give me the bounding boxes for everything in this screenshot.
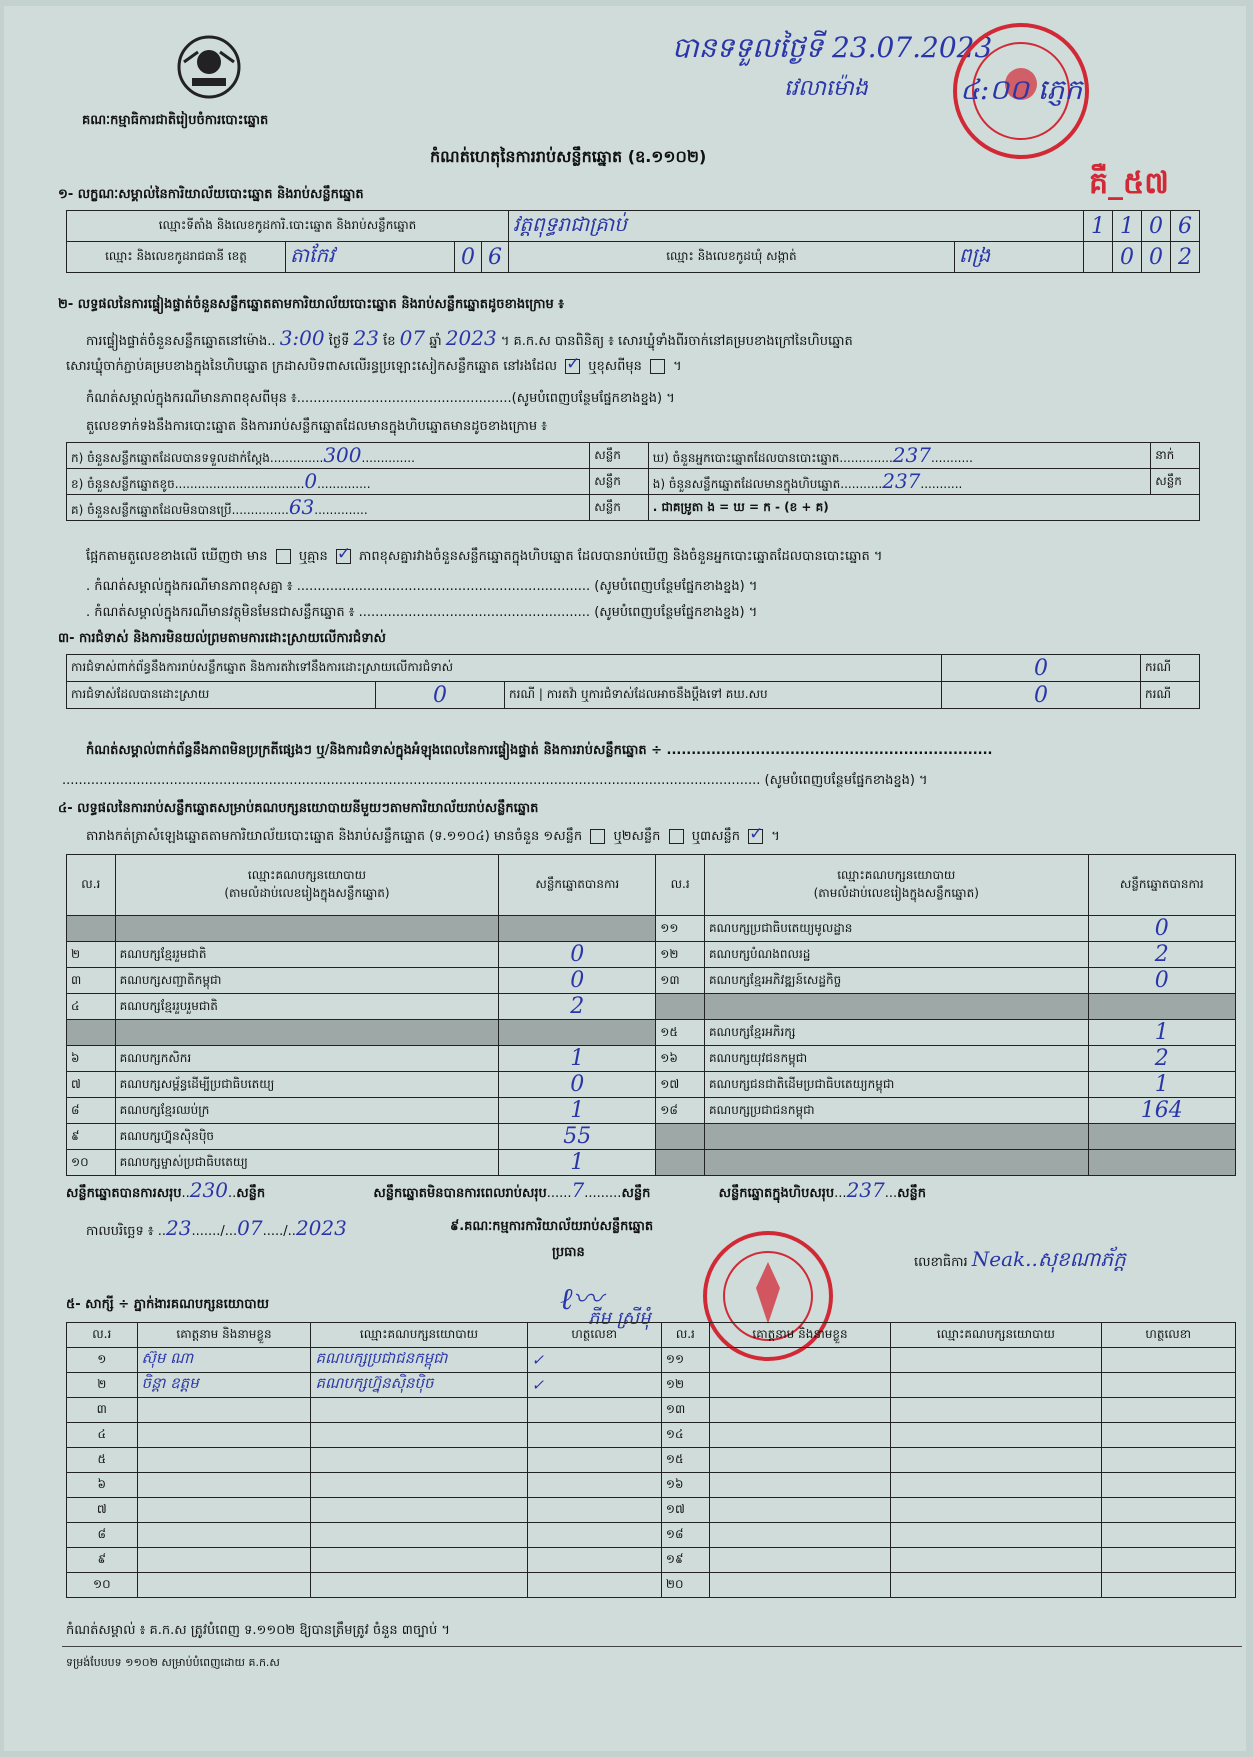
- witness-row: [67, 1523, 1236, 1548]
- row-d-label: ឃ) ចំនួនអ្នកបោះឆ្នោតដែលបានបោះឆ្នោត..............: [652, 451, 893, 465]
- col-party-label: ឈ្មោះគណបក្សនយោបាយ: [837, 868, 956, 882]
- resolved-label: ការជំទាស់ដែលបានដោះស្រាយ: [67, 682, 376, 709]
- mark-code: គឺ_៥៧: [1089, 166, 1169, 201]
- witness-no: ៦: [67, 1473, 138, 1498]
- nec-emblem-icon: [174, 32, 244, 102]
- col-sign: ហត្ថលេខា: [1101, 1323, 1235, 1348]
- results-row: [67, 1124, 1236, 1150]
- witness-party: [311, 1573, 527, 1598]
- verification-line: [86, 326, 1226, 352]
- witness-party: [311, 1548, 527, 1573]
- witness-name: [709, 1498, 890, 1523]
- row-b-value: 0: [304, 469, 318, 493]
- appeal-label: ការតវ៉ា ឬការជំទាស់ដែលអាចនឹងប្ដឹងទៅ គឃ.សប: [546, 687, 768, 701]
- witness-name: [709, 1398, 890, 1423]
- col-sign: ហត្ថលេខា: [527, 1323, 661, 1348]
- party-votes: 0: [499, 968, 656, 994]
- witness-no: ១៧: [661, 1498, 709, 1523]
- witness-signature: [1101, 1448, 1235, 1473]
- witness-name: [137, 1473, 311, 1498]
- witness-name: [137, 1398, 311, 1423]
- witness-party: [311, 1473, 527, 1498]
- station-code-digit: 6: [1171, 211, 1200, 242]
- commune-code-digit: 0: [1113, 242, 1142, 273]
- row-b-unit: សន្លឹក: [590, 469, 649, 495]
- results-row: [67, 1150, 1236, 1176]
- section4-title: ៤- លទ្ធផលនៃការរាប់សន្លឹកឆ្នោតសម្រាប់គណបក្សនយោបាយនីមួយៗតាមការិយាល័យរាប់សន្លឹកឆ្នោត: [58, 801, 539, 816]
- witness-signature: [1101, 1423, 1235, 1448]
- commune-code-digit: 2: [1171, 242, 1200, 273]
- appeal-unit: ករណី: [1141, 682, 1200, 709]
- col-party-sub: (តាមលំដាប់លេខរៀងក្នុងសន្លឹកឆ្នោត): [224, 886, 390, 900]
- party-votes: [499, 916, 656, 942]
- witness-row: [67, 1373, 1236, 1398]
- row-no: ៤: [67, 994, 116, 1020]
- witness-row: [67, 1348, 1236, 1373]
- witness-party: [891, 1348, 1101, 1373]
- two-sheets-checkbox[interactable]: [669, 829, 684, 844]
- party-name: គណបក្សខ្មែររួបរួមជាតិ: [115, 994, 499, 1020]
- row-no: ១១: [656, 916, 705, 942]
- witness-signature: [1101, 1523, 1235, 1548]
- row-no: ១២: [656, 942, 705, 968]
- col-party: ឈ្មោះគណបក្សនយោបាយ: [891, 1323, 1101, 1348]
- witness-no: ២០: [661, 1573, 709, 1598]
- row-c-unit: សន្លឹក: [590, 495, 649, 521]
- total-valid-value: 230: [189, 1178, 228, 1202]
- party-name: [704, 1124, 1088, 1150]
- party-votes: 0: [1088, 968, 1235, 994]
- seal-line: សោរឃ្នុំចាក់ភ្ជាប់គម្របខាងក្នុងនៃហិបឆ្នោត ក្រដាសបិទពាសលើរន្ធប្រឡោះសៀកសន្លឹកឆ្នោត នៅរងដែល ✓ ឬខុសពីមុន ។: [66, 358, 682, 377]
- section1-table: [66, 210, 1200, 273]
- witness-no: ៥: [67, 1448, 138, 1473]
- row-no: ៦: [67, 1046, 116, 1072]
- witness-party: [891, 1498, 1101, 1523]
- time-label: ការផ្ទៀងផ្ទាត់ចំនួនសន្លឹកឆ្នោតនៅម៉ោង..: [86, 334, 276, 349]
- total-invalid-label: សន្លឹកឆ្នោតមិនបានការពេលរាប់សរុប: [373, 1186, 547, 1201]
- witness-signature: [1101, 1473, 1235, 1498]
- witness-no: ៣: [67, 1398, 138, 1423]
- form-title: កំណត់ហេតុនៃការរាប់សន្លឹកឆ្នោត (ឧ.១១០២): [430, 147, 707, 166]
- witness-signature: [527, 1548, 661, 1573]
- row-no: [656, 1150, 705, 1176]
- year-value: 2023: [445, 326, 497, 350]
- province-code-digit: 0: [455, 242, 482, 273]
- witness-row: [67, 1398, 1236, 1423]
- witness-party: [311, 1448, 527, 1473]
- row-e-label: ង) ចំនួនសន្លឹកឆ្នោតដែលមានក្នុងហិបឆ្នោត...........: [652, 477, 883, 491]
- witness-name: [709, 1423, 890, 1448]
- witness-name: [709, 1473, 890, 1498]
- row-no: ៨: [67, 1098, 116, 1124]
- witness-signature: ✓: [527, 1348, 661, 1373]
- party-name: គណបក្សកសិករ: [115, 1046, 499, 1072]
- witness-name: [137, 1423, 311, 1448]
- station-value: វត្តពុទ្ធរាជាគ្រាប់: [509, 211, 1084, 242]
- witness-name: [137, 1573, 311, 1598]
- witness-name: [137, 1548, 311, 1573]
- received-note: បានទទួលថ្ងៃទី 23.07.2023: [672, 31, 993, 64]
- party-votes: [1088, 994, 1235, 1020]
- witness-party: [311, 1523, 527, 1548]
- formula: . ជាគម្រូតា ង = ឃ = ក - (ខ + គ): [648, 495, 1199, 521]
- row-a-unit: សន្លឹក: [590, 443, 649, 469]
- one-sheet-checkbox[interactable]: [590, 829, 605, 844]
- irregularity-note: កំណត់សម្គាល់ពាក់ព័ន្ធនឹងភាពមិនប្រក្រតីផ្សេងៗ ឬ/និងការជំទាស់ក្នុងអំឡុងពេលនៃការផ្ទៀងផ្ទាត់ និងការរាប់សន្លឹកឆ្នោត ÷ ..................................................................: [86, 743, 993, 758]
- witness-party: [891, 1573, 1101, 1598]
- witness-signature: [1101, 1573, 1235, 1598]
- date-year: 2023: [295, 1216, 347, 1240]
- total-all-value: 237: [846, 1178, 885, 1202]
- figures-table: ក) ចំនួនសន្លឹកឆ្នោតដែលបានទទួលដាក់ស្ដែង..............300.............. សន្លឹក ឃ) ចំនួនអ្នកបោះឆ្នោតដែលបានបោះឆ្នោត..............237........... នាក់ ខ) ចំនួនសន្លឹកឆ្នោតខូច..................................0.............. សន្លឹក ង) ចំនួនសន្លឹកឆ្នោតដែលមានក្នុងហិបឆ្នោត...........237........... សន្លឹក គ) ចំនួនសន្លឹកឆ្នោតដែលមិនបានប្រើ...............63.............. សន្លឹក . ជាគម្រូតា ង = ឃ = ក - (ខ + គ): [66, 442, 1200, 521]
- witness-party: [891, 1373, 1101, 1398]
- witness-party: គណបក្សប្រជាជនកម្ពុជា: [311, 1348, 527, 1373]
- witness-no: ១៣: [661, 1398, 709, 1423]
- footer-form: ទម្រង់បែបបទ ១១០២ សម្រាប់បំពេញដោយ គ.ក.ស: [66, 1656, 280, 1669]
- witness-name: [709, 1573, 890, 1598]
- party-name: [704, 994, 1088, 1020]
- witness-signature: [527, 1398, 661, 1423]
- witness-party: [311, 1423, 527, 1448]
- party-votes: 1: [499, 1150, 656, 1176]
- witness-name: [137, 1523, 311, 1548]
- witness-signature: [1101, 1398, 1235, 1423]
- resolved-value: 0: [376, 682, 505, 709]
- row-no: ៩: [67, 1124, 116, 1150]
- witness-signature: [527, 1448, 661, 1473]
- results-row: [67, 1020, 1236, 1046]
- witness-name: [709, 1548, 890, 1573]
- row-c-value: 63: [288, 495, 315, 519]
- party-votes: 164: [1088, 1098, 1235, 1124]
- station-code-digit: 0: [1142, 211, 1171, 242]
- witness-no: ១២: [661, 1373, 709, 1398]
- party-name: គណបក្សបំណងពលរដ្ឋ: [704, 942, 1088, 968]
- chair-label: ប្រធាន: [552, 1245, 585, 1260]
- form-sheet: [4, 6, 1246, 1751]
- witness-no: ២: [67, 1373, 138, 1398]
- same-checkbox[interactable]: [565, 359, 580, 374]
- party-name: [704, 1150, 1088, 1176]
- witness-party: គណបក្សហ្វ៊ុនស៊ិនប៉ិច: [311, 1373, 527, 1398]
- witness-row: [67, 1473, 1236, 1498]
- witness-signature: [1101, 1348, 1235, 1373]
- row-e-value: 237: [882, 469, 921, 493]
- tally-sheet-line: តារាងកត់ត្រាសំឡេងឆ្នោតតាមការិយាល័យបោះឆ្នោត និងរាប់សន្លឹកឆ្នោត (ទ.១១០៤) មានចំនួន ១សន្លឹក ឬ២សន្លឹក ឬ៣សន្លឹក ✓ ។: [86, 828, 780, 847]
- witness-party: [311, 1498, 527, 1523]
- row-b-label: ខ) ចំនួនសន្លឹកឆ្នោតខូច..................................: [71, 477, 305, 491]
- witness-no: ១៩: [661, 1548, 709, 1573]
- different-checkbox[interactable]: [650, 359, 665, 374]
- witness-no: ១៤: [661, 1423, 709, 1448]
- received-time-label: វេលាម៉ោង: [784, 76, 868, 101]
- section1-title: ១- លក្ខណៈសម្គាល់នៃការិយាល័យបោះឆ្នោត និងរាប់សន្លឹកឆ្នោត: [58, 187, 364, 202]
- witness-name: [709, 1373, 890, 1398]
- totals-row: សន្លឹកឆ្នោតបានការសរុប..230..សន្លឹក សន្លឹកឆ្នោតមិនបានការពេលរាប់សរុប......7.........សន្លឹក សន្លឹកឆ្នោតក្នុងហិបសរុប...237...សន្លឹក: [66, 1178, 927, 1202]
- party-name: គណបក្សខ្មែរអភិរក្ស: [704, 1020, 1088, 1046]
- party-votes: 1: [499, 1046, 656, 1072]
- has-difference-checkbox[interactable]: [276, 549, 291, 564]
- witness-no: ១១: [661, 1348, 709, 1373]
- row-no: ៣: [67, 968, 116, 994]
- row-no: ១៧: [656, 1072, 705, 1098]
- appeal-value: 0: [942, 682, 1141, 709]
- secretary-label: លេខាធិការ: [914, 1255, 968, 1270]
- commune-code-digit: 0: [1142, 242, 1171, 273]
- commune-label: ឈ្មោះ និងលេខកូដឃុំ សង្កាត់: [509, 242, 955, 273]
- figures-intro: តួលេខទាក់ទងនឹងការបោះឆ្នោត និងការរាប់សន្លឹកឆ្នោតដែលមានក្នុងហិបឆ្នោតមានដូចខាងក្រោម ៖: [86, 419, 547, 434]
- month-label: ខែ: [383, 334, 396, 349]
- party-name: គណបក្សខ្មែរឈប់ក្រ: [115, 1098, 499, 1124]
- station-code-digit: 1: [1084, 211, 1113, 242]
- party-votes: 2: [1088, 1046, 1235, 1072]
- row-no: ៧: [67, 1072, 116, 1098]
- secretary-line: [914, 1246, 1126, 1276]
- party-name: [115, 916, 499, 942]
- difference-label: ផ្អែកតាមតួលេខខាងលើ ឃើញថា មាន: [86, 549, 268, 564]
- witness-signature: [527, 1523, 661, 1548]
- witness-no: ៧: [67, 1498, 138, 1523]
- witness-no: ១៥: [661, 1448, 709, 1473]
- witness-party: [891, 1473, 1101, 1498]
- row-c-label: គ) ចំនួនសន្លឹកឆ្នោតដែលមិនបានប្រើ...............: [71, 503, 289, 517]
- time-value: 3:00: [279, 326, 325, 350]
- witness-no: ៩: [67, 1548, 138, 1573]
- witness-signature: [527, 1473, 661, 1498]
- results-row: [67, 994, 1236, 1020]
- party-name: គណបក្សម្ចាស់ប្រជាធិបតេយ្យ: [115, 1150, 499, 1176]
- day-value: 23: [353, 326, 379, 350]
- witness-signature: [1101, 1373, 1235, 1398]
- party-votes: 2: [1088, 942, 1235, 968]
- party-votes: [1088, 1150, 1235, 1176]
- section2-title: ២- លទ្ធផលនៃការផ្ទៀងផ្ទាត់ចំនួនសន្លឹកឆ្នោតតាមការិយាល័យបោះឆ្នោត និងរាប់សន្លឹកឆ្នោតដូចខាងក្រោម ៖: [58, 297, 564, 312]
- difference-line: [86, 548, 882, 567]
- col-party-label: ឈ្មោះគណបក្សនយោបាយ: [247, 868, 367, 882]
- row-e-unit: សន្លឹក: [1151, 469, 1200, 495]
- row-d-unit: នាក់: [1151, 443, 1200, 469]
- tally-label: តារាងកត់ត្រាសំឡេងឆ្នោតតាមការិយាល័យបោះឆ្នោត និងរាប់សន្លឹកឆ្នោត (ទ.១១០៤) មានចំនួន ១សន្លឹក: [86, 829, 583, 844]
- witness-row: [67, 1448, 1236, 1473]
- row-no: [656, 994, 705, 1020]
- party-name: គណបក្សខ្មែរអភិវឌ្ឍន៍សេដ្ឋកិច្ច: [704, 968, 1088, 994]
- col-no: ល.រ: [661, 1323, 709, 1348]
- two-sheets-label: ឬ២សន្លឹក: [613, 829, 661, 844]
- witness-signature: [527, 1573, 661, 1598]
- col-party: [115, 855, 499, 916]
- party-name: គណបក្សសម្ព័ន្ធដើម្បីប្រជាធិបតេយ្យ: [115, 1072, 499, 1098]
- witness-name: [137, 1498, 311, 1523]
- party-name: គណបក្សប្រជាជនកម្ពុជា: [704, 1098, 1088, 1124]
- party-votes: 1: [1088, 1020, 1235, 1046]
- row-no: ១៨: [656, 1098, 705, 1124]
- party-votes: [499, 1020, 656, 1046]
- objection-value: 0: [942, 655, 1141, 682]
- objections-table: ការជំទាស់ពាក់ព័ន្ធនឹងការរាប់សន្លឹកឆ្នោត និងការតវ៉ាទៅនឹងការដោះស្រាយលើការជំទាស់ 0 ករណី ការជំទាស់ដែលបានដោះស្រាយ 0 ករណី | ការតវ៉ា ឬការជំទាស់ដែលអាចនឹងប្ដឹងទៅ គឃ.សប 0 ករណី: [66, 654, 1200, 709]
- col-party-sub: (តាមលំដាប់លេខរៀងក្នុងសន្លឹកឆ្នោត): [813, 886, 979, 900]
- party-votes: 55: [499, 1124, 656, 1150]
- col-no: ល.រ: [656, 855, 705, 916]
- resolved-unit: ករណី: [509, 687, 536, 701]
- row-no: [656, 1124, 705, 1150]
- witness-no: ៤: [67, 1423, 138, 1448]
- date-day: 23: [166, 1216, 192, 1240]
- witness-signature: [1101, 1498, 1235, 1523]
- total-invalid-value: 7: [571, 1178, 585, 1202]
- col-party: ឈ្មោះគណបក្សនយោបាយ: [311, 1323, 527, 1348]
- three-sheets-label: ឬ៣សន្លឹក: [691, 829, 740, 844]
- witness-party: [891, 1398, 1101, 1423]
- witness-no: ១៨: [661, 1523, 709, 1548]
- row-a-value: 300: [323, 443, 362, 467]
- party-name: គណបក្សយុវជនកម្ពុជា: [704, 1046, 1088, 1072]
- results-row: [67, 968, 1236, 994]
- witness-name: [709, 1523, 890, 1548]
- row-d-value: 237: [892, 443, 931, 467]
- station-code-digit: 1: [1113, 211, 1142, 242]
- section3-title: ៣- ការជំទាស់ និងការមិនយល់ព្រមតាមការដោះស្រាយលើការជំទាស់: [58, 631, 386, 646]
- chair-signature: ℓ〰: [560, 1282, 603, 1317]
- results-table: [66, 854, 1236, 1176]
- objection-unit: ករណី: [1141, 655, 1200, 682]
- witness-party: [311, 1398, 527, 1423]
- party-name: គណបក្សប្រជាធិបតេយ្យមូលដ្ឋាន: [704, 916, 1088, 942]
- day-label: ថ្ងៃទី: [328, 334, 350, 349]
- witness-party: [891, 1448, 1101, 1473]
- results-row: [67, 1072, 1236, 1098]
- results-row: [67, 942, 1236, 968]
- party-votes: [1088, 1124, 1235, 1150]
- party-name: [115, 1020, 499, 1046]
- row-no: ១៣: [656, 968, 705, 994]
- witness-name: [137, 1448, 311, 1473]
- signing-date: កាលបរិច្ឆេទ ៖ ..23......./...07...../..2023: [86, 1216, 347, 1240]
- total-all-label: សន្លឹកឆ្នោតក្នុងហិបសរុប: [718, 1186, 835, 1201]
- row-no: ១៥: [656, 1020, 705, 1046]
- row-no: [67, 1020, 116, 1046]
- no-difference-label: ឬគ្មាន: [298, 549, 328, 564]
- party-votes: 0: [499, 942, 656, 968]
- witness-signature: ✓: [527, 1373, 661, 1398]
- party-name: គណបក្សសញ្ជាតិកម្ពុជា: [115, 968, 499, 994]
- difference-text: ភាពខុសគ្នារវាងចំនួនសន្លឹកឆ្នោតក្នុងហិបឆ្នោត ដែលបានរាប់ឃើញ និងចំនួនអ្នកបោះឆ្នោតដែលបានបោះឆ្នោត ។: [359, 549, 883, 564]
- no-difference-checkbox[interactable]: [336, 549, 351, 564]
- row-no: ២: [67, 942, 116, 968]
- party-name: គណបក្សហ្វ៊ុនស៊ិនប៉ិច: [115, 1124, 499, 1150]
- witness-party: [891, 1548, 1101, 1573]
- col-name: គោត្តនាម និងនាមខ្លួន: [137, 1323, 311, 1348]
- party-name: គណបក្សជនជាតិដើមប្រជាធិបតេយ្យកម្ពុជា: [704, 1072, 1088, 1098]
- witness-no: ១: [67, 1348, 138, 1373]
- row-no: ១០: [67, 1150, 116, 1176]
- results-row: [67, 1046, 1236, 1072]
- secretary-value: Neak..សុខណាភ័ក្ត: [971, 1247, 1126, 1271]
- stamp-handwriting: ៤:០០ ភ្ញេក: [960, 73, 1083, 106]
- witness-name: ស៊ុម ណា: [137, 1348, 311, 1373]
- commune-value: ពង្រ: [954, 242, 1083, 273]
- note-foreign-object: . កំណត់សម្គាល់ក្នុងករណីមានវត្ថុមិនមែនជាសន្លឹកឆ្នោត ៖ ........................................................ (សូមបំពេញបន្ថែមផ្នែកខាងខ្នង) ។: [86, 605, 758, 620]
- total-invalid-unit: សន្លឹក: [621, 1186, 651, 1201]
- total-valid-unit: សន្លឹក: [236, 1186, 266, 1201]
- party-votes: 0: [499, 1072, 656, 1098]
- verification-text: ។ គ.ក.ស បានពិនិត្យ ៖ សោរឃ្នុំទាំងពីរចាក់នៅគម្របខាងក្រៅនៃហិបឆ្នោត: [500, 334, 853, 349]
- witness-signature: [1101, 1548, 1235, 1573]
- witness-row: [67, 1573, 1236, 1598]
- witness-no: ៨: [67, 1523, 138, 1548]
- witness-signature: [527, 1498, 661, 1523]
- witness-row: [67, 1498, 1236, 1523]
- year-label: ឆ្នាំ: [429, 334, 442, 349]
- province-label: ឈ្មោះ និងលេខកូដរាជធានី ខេត្ត: [67, 242, 286, 273]
- col-no: ល.រ: [67, 855, 116, 916]
- party-votes: 0: [1088, 916, 1235, 942]
- col-votes: សន្លឹកឆ្នោតបានការ: [1088, 855, 1235, 916]
- results-row: [67, 1098, 1236, 1124]
- witness-row: [67, 1548, 1236, 1573]
- witness-name: [709, 1448, 890, 1473]
- province-code-digit: 6: [482, 242, 509, 273]
- note-difference: . កំណត់សម្គាល់ក្នុងករណីមានភាពខុសគ្នា ៖ ....................................................................... (សូមបំពេញបន្ថែមផ្នែកខាងខ្នង) ។: [86, 579, 758, 594]
- col-name: គោត្តនាម និងនាមខ្លួន: [709, 1323, 890, 1348]
- total-all-unit: សន្លឹក: [897, 1186, 927, 1201]
- seal-text: សោរឃ្នុំចាក់ភ្ជាប់គម្របខាងក្នុងនៃហិបឆ្នោត ក្រដាសបិទពាសលើរន្ធប្រឡោះសៀកសន្លឹកឆ្នោត នៅរងដែល: [66, 359, 557, 374]
- row-a-label: ក) ចំនួនសន្លឹកឆ្នោតដែលបានទទួលដាក់ស្ដែង..............: [71, 451, 324, 465]
- col-votes: សន្លឹកឆ្នោតបានការ: [499, 855, 656, 916]
- party-votes: 1: [499, 1098, 656, 1124]
- footer-divider: [62, 1646, 1242, 1647]
- note-line: កំណត់សម្គាល់ក្នុងករណីមានភាពខុសពីមុន ៖....................................................(សូមបំពេញបន្ថែមផ្នែកខាងខ្នង) ។: [86, 391, 675, 406]
- witness-no: ១៦: [661, 1473, 709, 1498]
- witness-no: ១០: [67, 1573, 138, 1598]
- total-valid-label: សន្លឹកឆ្នោតបានការសរុប: [66, 1186, 182, 1201]
- different-label: ឬខុសពីមុន: [588, 359, 642, 374]
- three-sheets-checkbox[interactable]: [748, 829, 763, 844]
- objection-label: ការជំទាស់ពាក់ព័ន្ធនឹងការរាប់សន្លឹកឆ្នោត និងការតវ៉ាទៅនឹងការដោះស្រាយលើការជំទាស់: [67, 655, 942, 682]
- chair-name: ភីម ស្រីមុំ: [588, 1308, 651, 1329]
- witness-name: [709, 1348, 890, 1373]
- witness-name: ចិន្ដា ឧត្ដម: [137, 1373, 311, 1398]
- org-name: គណៈកម្មាធិការជាតិរៀបចំការបោះឆ្នោត: [82, 113, 269, 128]
- party-votes: 2: [499, 994, 656, 1020]
- section5-title: ៥- សាក្សី ÷ ភ្នាក់ងារគណបក្សនយោបាយ: [66, 1297, 269, 1312]
- irregularity-note-cont: ......................................................................................................................................................................... (សូមបំពេញបន្ថែមផ្នែកខាងខ្នង) ។: [62, 773, 928, 788]
- province-value: តាកែវ: [286, 242, 455, 273]
- committee-label: ៩.គណៈកម្មការការិយាល័យរាប់សន្លឹកឆ្នោត: [450, 1219, 654, 1234]
- row-no: ១៦: [656, 1046, 705, 1072]
- party-name: គណបក្សខ្មែររួមជាតិ: [115, 942, 499, 968]
- col-no: ល.រ: [67, 1323, 138, 1348]
- witness-row: [67, 1423, 1236, 1448]
- date-label: កាលបរិច្ឆេទ ៖: [86, 1224, 154, 1239]
- station-label: ឈ្មោះទីតាំង និងលេខកូដការិ.បោះឆ្នោត និងរាប់សន្លឹកឆ្នោត: [67, 211, 509, 242]
- witness-signature: [527, 1423, 661, 1448]
- col-party: [704, 855, 1088, 916]
- date-month: 07: [237, 1216, 263, 1240]
- party-votes: 1: [1088, 1072, 1235, 1098]
- footer-note: កំណត់សម្គាល់ ៖ គ.ក.ស ត្រូវបំពេញ ទ.១១០២ ឱ្យបានត្រឹមត្រូវ ចំនួន ៣ច្បាប់ ។: [66, 1623, 450, 1638]
- witness-table: [66, 1322, 1236, 1598]
- results-row: [67, 916, 1236, 942]
- witness-party: [891, 1523, 1101, 1548]
- row-no: [67, 916, 116, 942]
- month-value: 07: [399, 326, 426, 350]
- witness-party: [891, 1423, 1101, 1448]
